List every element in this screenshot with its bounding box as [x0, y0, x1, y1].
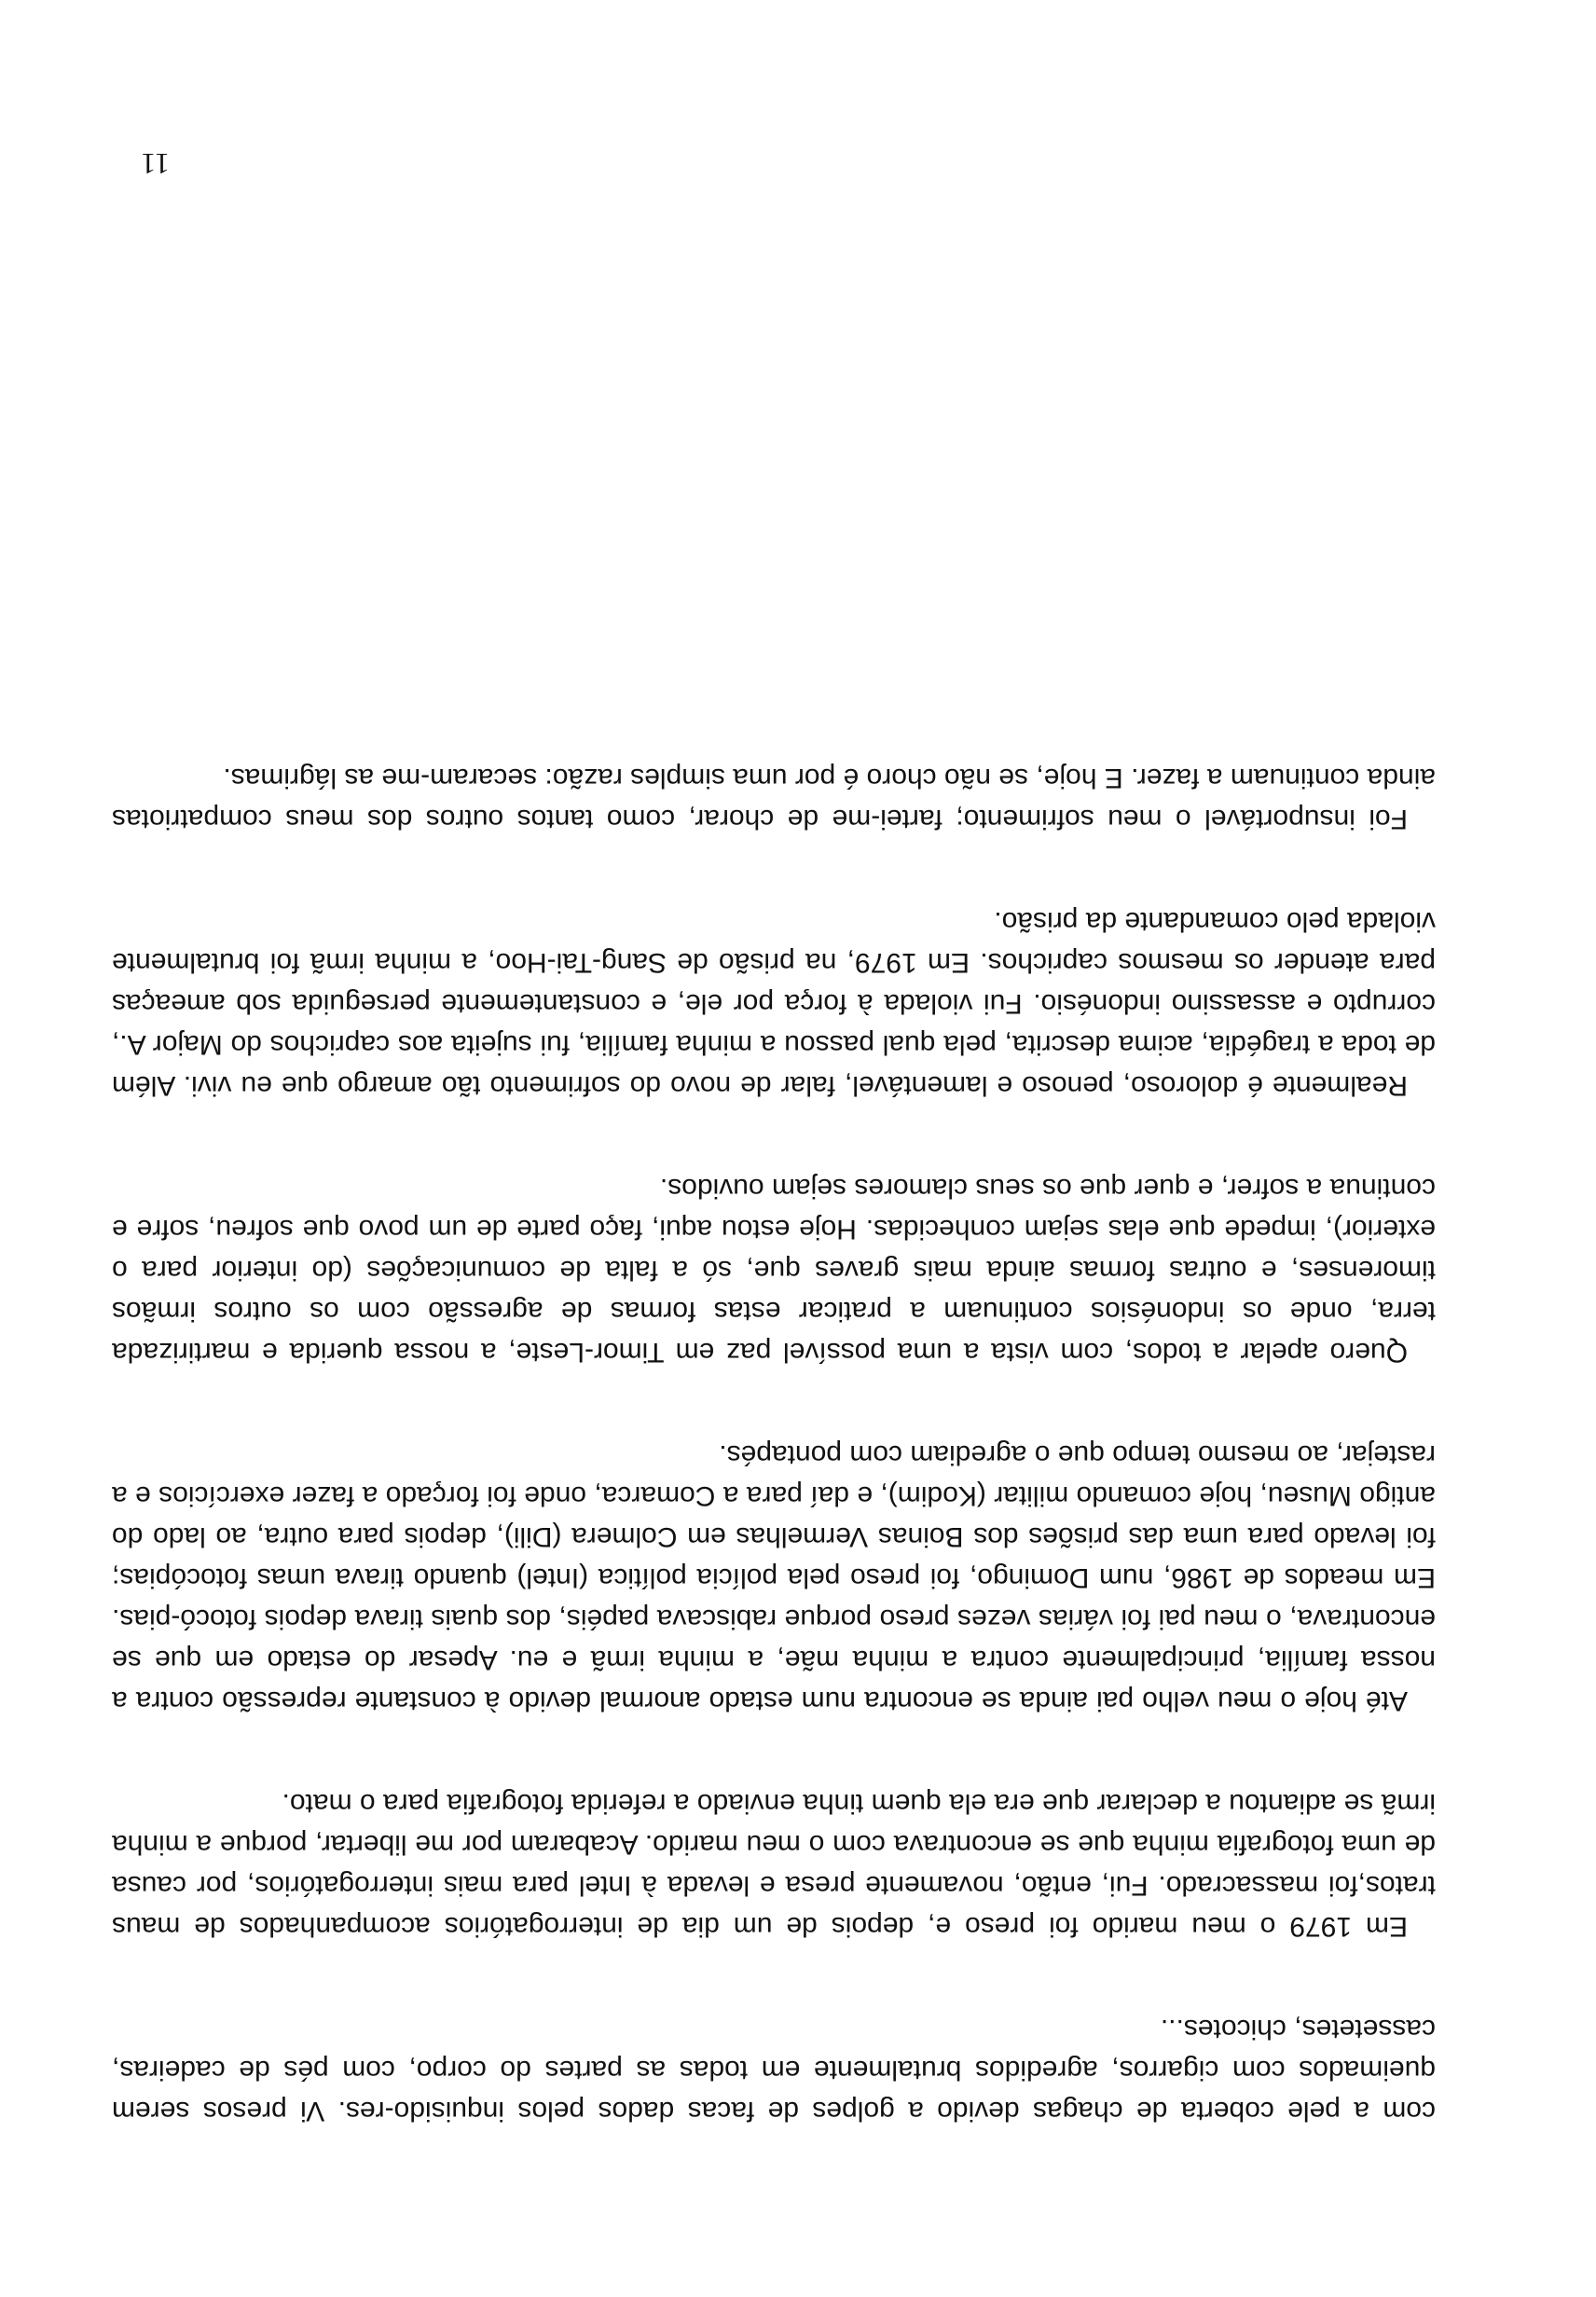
- paragraph-3: Até hoje o meu velho pai ainda se encontra num estado anormal devido à constante repressão contra a nossa família, principalmente contra a minha mãe, a minha irmã e eu. Apesar do estado em que se encontrava, o meu pai foi várias vezes preso porque rabiscava papéis, dos quais tirava depois fotocó-pias. Em meados de 1986, num Domingo, foi preso pela polícia política (Intel) quando tirava umas fotocópias; foi levado para uma das prisões dos Boinas Vermelhas em Colmera (Dili), depois para outra, ao lado do antigo Museu, hoje comando militar (Kodim), e daí para a Comarca, onde foi forçado a fazer exercícios e a rastejar, ao mesmo tempo que o agrediam com pontapés.: [112, 1439, 1436, 1716]
- paragraph-5: Realmente é doloroso, penoso e lamentável, falar de novo do sofrimento tão amargo que eu vivi. Além de toda a tragédia, acima descrita, pela qual passou a minha família, fui sujeita aos caprichos do Major A., corrupto e assassino indonésio. Fui violada à força por ele, e constantemente perseguida sob ameaças para atender os mesmos caprichos. Em 1979, na prisão de Sang-Tai-Hoo, a minha irmã foi brutalmente violada pelo comandante da prisão.: [112, 906, 1436, 1101]
- paragraph-1: com a pele coberta de chagas devido a golpes de facas dados pelos inquisido-res. Vi presos serem queimados com cigarros, agredidos brutalmente em todas as partes do corpo, com pés de cadeiras, cassetetes, chicotes...: [112, 2014, 1436, 2126]
- paragraph-6: Foi insuportável o meu sofrimento; fartei-me de chorar, como tantos outros dos meus compatriotas ainda continuam a fazer. E hoje, se não choro é por uma simples razão: secaram-me as lágrimas.: [112, 763, 1436, 834]
- text-column: [112, 695, 1436, 2131]
- paragraph-4: Quero apelar a todos, com vista a uma possível paz em Timor-Leste, a nossa querida e martirizada terra, onde os indonésios continuam a praticar estas formas de agressão com os outros irmãos timorenses, e outras formas ainda mais graves que, só a falta de comunicações (do interior para o exterior), impede que elas sejam conhecidas. Hoje estou aqui, faço parte de um povo que sofreu, sofre e continua a sofrer, e quer que os seus clamores sejam ouvidos.: [112, 1173, 1436, 1368]
- page-number: 11: [141, 147, 170, 181]
- paragraph-2: Em 1979 o meu marido foi preso e, depois de um dia de interrogatórios acompanhados de maus tratos,foi massacrado. Fui, então, novamente presa e levada à Intel para mais interrogatórios, por causa de uma fotografia minha que se encontrava com o meu marido. Acabaram por me libertar, porque a minha irmã se adiantou a declarar que era ela quem tinha enviado a referida fotografia para o mato.: [112, 1788, 1436, 1942]
